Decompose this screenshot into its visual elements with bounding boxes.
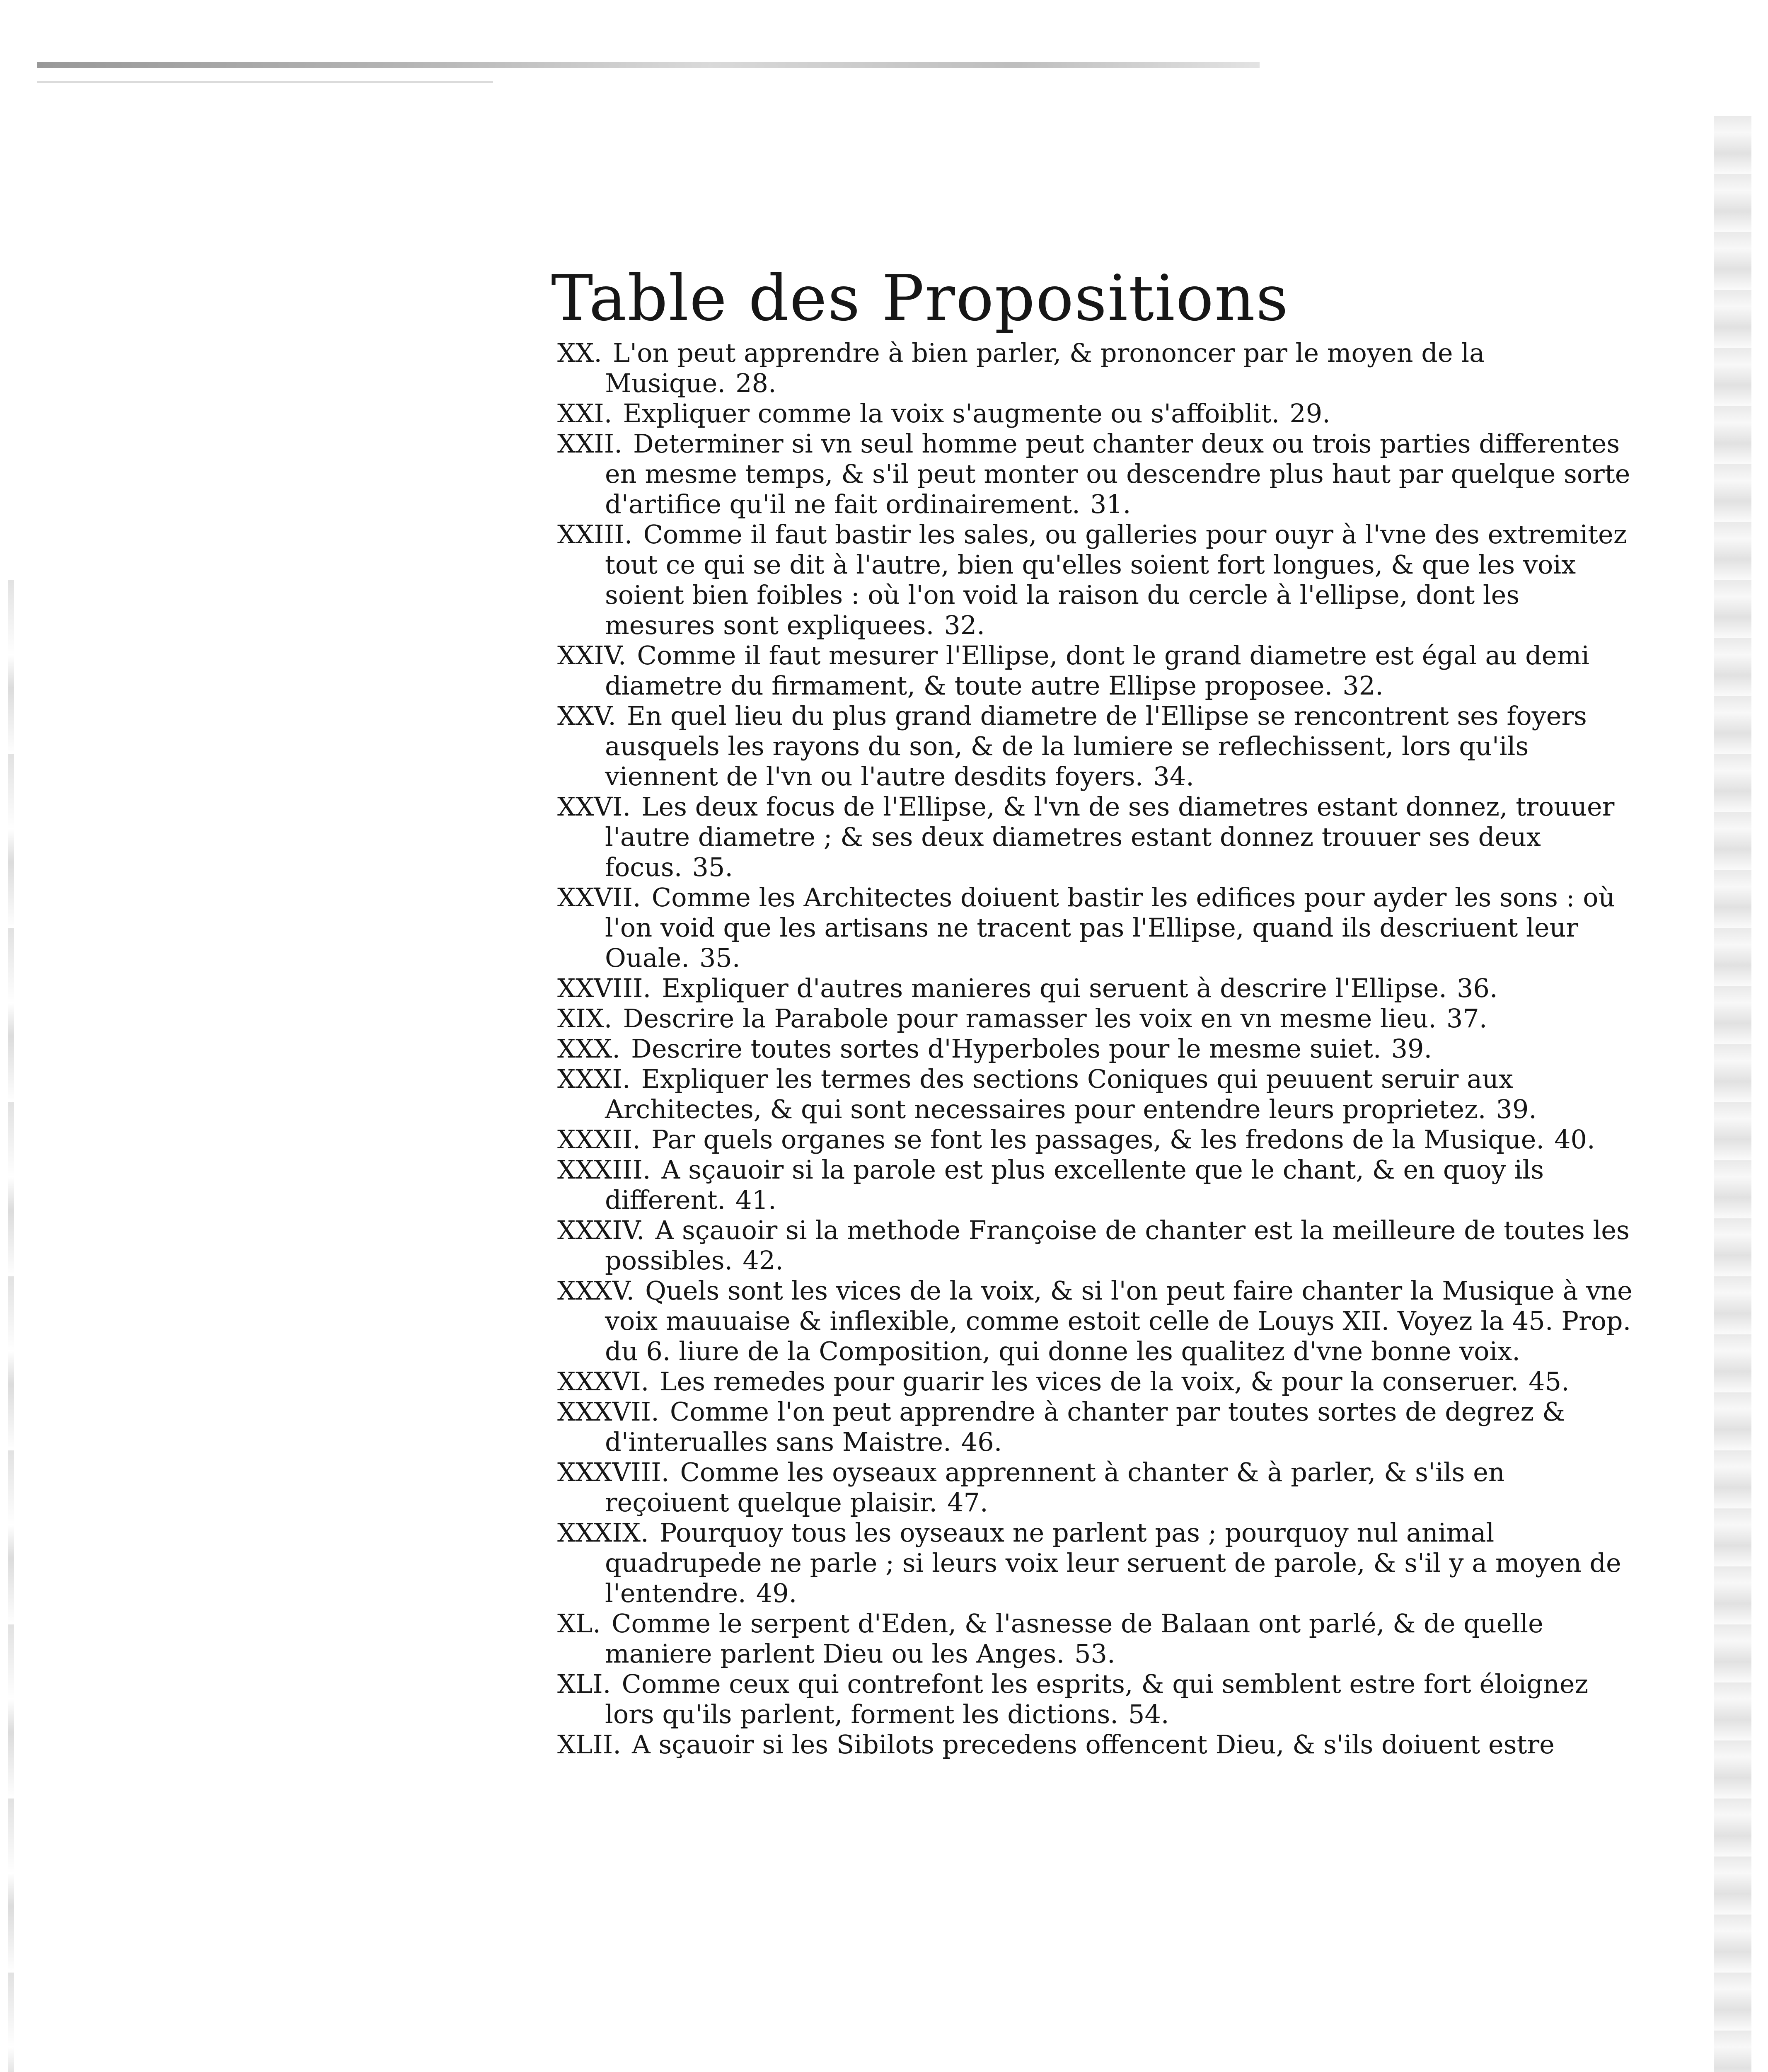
proposition-entry <box>557 1608 1635 1669</box>
proposition-text: A sçauoir si les Sibilots precedens offencent Dieu, & s'ils doiuent estre <box>632 1729 1555 1760</box>
proposition-page: 54. <box>1128 1699 1169 1729</box>
proposition-text: En quel lieu du plus grand diametre de l'Ellipse se rencontrent ses foyers ausquels les rayons du son, & de la lumiere se reflechissent, lors qu'ils viennent de l'vn ou l'autre desdits foyers. <box>605 701 1587 792</box>
proposition-text: A sçauoir si la parole est plus excellente que le chant, & en quoy ils different. <box>605 1155 1544 1215</box>
proposition-entry <box>557 701 1635 792</box>
proposition-numeral: XXXVI. <box>557 1366 649 1397</box>
scan-right-edge-shadow <box>1714 116 1751 2072</box>
proposition-entry <box>557 792 1635 882</box>
proposition-page: 46. <box>961 1427 1002 1457</box>
proposition-entry <box>557 1003 1635 1034</box>
proposition-numeral: XXXIV. <box>557 1215 645 1245</box>
proposition-text: Expliquer comme la voix s'augmente ou s'affoiblit. <box>623 398 1280 428</box>
proposition-text: Comme l'on peut apprendre à chanter par toutes sortes de degrez & d'interualles sans Maistre. <box>605 1397 1565 1457</box>
scan-top-border-faint <box>37 81 493 83</box>
proposition-page: 35. <box>699 943 740 973</box>
proposition-entry <box>557 519 1635 640</box>
proposition-entry <box>557 1215 1635 1276</box>
proposition-numeral: XL. <box>557 1608 601 1639</box>
proposition-entry <box>557 1397 1635 1457</box>
proposition-page: 31. <box>1090 489 1131 519</box>
proposition-entry <box>557 1124 1635 1155</box>
proposition-text: Comme il faut mesurer l'Ellipse, dont le grand diametre est égal au demi diametre du firmament, & toute autre Ellipse proposee. <box>605 640 1590 701</box>
proposition-text: Descrire toutes sortes d'Hyperboles pour le mesme suiet. <box>631 1034 1381 1064</box>
proposition-page: 42. <box>743 1245 784 1276</box>
proposition-text: Comme ceux qui contrefont les esprits, & qui semblent estre fort éloignez lors qu'ils parlent, forment les dictions. <box>605 1669 1589 1729</box>
proposition-text: Descrire la Parabole pour ramasser les voix en vn mesme lieu. <box>623 1003 1437 1034</box>
proposition-numeral: XXI. <box>557 398 612 428</box>
scan-left-edge-marks <box>8 580 14 2072</box>
proposition-entry <box>557 1729 1635 1760</box>
proposition-text: Expliquer les termes des sections Coniques qui peuuent seruir aux Architectes, & qui sont necessaires pour entendre leurs proprietez. <box>605 1064 1513 1124</box>
proposition-numeral: XIX. <box>557 1003 612 1034</box>
proposition-text: A sçauoir si la methode Françoise de chanter est la meilleure de toutes les possibles. <box>605 1215 1630 1276</box>
proposition-page: 40. <box>1554 1124 1595 1155</box>
proposition-numeral: XXXVII. <box>557 1397 659 1427</box>
proposition-entry <box>557 973 1635 1003</box>
proposition-page: 29. <box>1289 398 1330 428</box>
page-title: Table des Propositions <box>551 261 1289 335</box>
proposition-entry <box>557 428 1635 519</box>
proposition-text: Expliquer d'autres manieres qui seruent à descrire l'Ellipse. <box>662 973 1447 1003</box>
proposition-page: 53. <box>1074 1639 1115 1669</box>
proposition-entry <box>557 1064 1635 1124</box>
proposition-entry <box>557 1518 1635 1608</box>
proposition-page: 35. <box>692 852 733 882</box>
proposition-page: 32. <box>944 610 985 640</box>
proposition-numeral: XXXIX. <box>557 1518 649 1548</box>
proposition-numeral: XX. <box>557 338 602 368</box>
proposition-page: 39. <box>1391 1034 1432 1064</box>
proposition-text: Comme il faut bastir les sales, ou galleries pour ouyr à l'vne des extremitez tout ce qui se dit à l'autre, bien qu'elles soient fort longues, & que les voix soient bien foibles : où l'on void la raison du cercle à l'ellipse, dont les mesures sont expliquees. <box>605 519 1627 640</box>
proposition-numeral: XXII. <box>557 428 622 459</box>
proposition-numeral: XXXI. <box>557 1064 631 1094</box>
proposition-text: Quels sont les vices de la voix, & si l'on peut faire chanter la Musique à vne voix mauuaise & inflexible, comme estoit celle de Louys XII. Voyez la 45. Prop. du 6. liure de la Composition, qui donne les qualitez d'vne bonne voix. <box>605 1276 1633 1366</box>
proposition-entry <box>557 1276 1635 1366</box>
proposition-numeral: XXIII. <box>557 519 633 549</box>
proposition-numeral: XLII. <box>557 1729 622 1760</box>
proposition-numeral: XXVIII. <box>557 973 651 1003</box>
proposition-entry <box>557 398 1635 428</box>
proposition-numeral: XXXVIII. <box>557 1457 670 1487</box>
proposition-page: 36. <box>1457 973 1498 1003</box>
proposition-page: 28. <box>735 368 776 398</box>
proposition-numeral: XXX. <box>557 1034 621 1064</box>
proposition-list <box>557 338 1635 1760</box>
proposition-numeral: XXXII. <box>557 1124 641 1155</box>
proposition-entry <box>557 1457 1635 1518</box>
proposition-text: Par quels organes se font les passages, & les fredons de la Musique. <box>651 1124 1545 1155</box>
proposition-entry <box>557 1669 1635 1729</box>
proposition-text: Determiner si vn seul homme peut chanter deux ou trois parties differentes en mesme temps, & s'il peut monter ou descendre plus haut par quelque sorte d'artifice qu'il ne fait ordinairement. <box>605 428 1630 519</box>
proposition-page: 37. <box>1446 1003 1487 1034</box>
proposition-entry <box>557 882 1635 973</box>
proposition-text: Comme les Architectes doiuent bastir les edifices pour ayder les sons : où l'on void que les artisans ne tracent pas l'Ellipse, quand ils descriuent leur Ouale. <box>605 882 1615 973</box>
proposition-entry <box>557 1366 1635 1397</box>
scan-top-border <box>37 62 1260 68</box>
proposition-numeral: XXVII. <box>557 882 641 913</box>
proposition-numeral: XLI. <box>557 1669 611 1699</box>
proposition-text: Les remedes pour guarir les vices de la voix, & pour la conseruer. <box>660 1366 1519 1397</box>
proposition-page: 39. <box>1496 1094 1537 1124</box>
proposition-text: Pourquoy tous les oyseaux ne parlent pas ; pourquoy nul animal quadrupede ne parle ; si leurs voix leur seruent de parole, & s'il y a moyen de l'entendre. <box>605 1518 1621 1608</box>
proposition-text: Comme le serpent d'Eden, & l'asnesse de Balaan ont parlé, & de quelle maniere parlent Dieu ou les Anges. <box>605 1608 1543 1669</box>
proposition-entry <box>557 1155 1635 1215</box>
proposition-entry <box>557 1034 1635 1064</box>
proposition-text: Les deux focus de l'Ellipse, & l'vn de ses diametres estant donnez, trouuer l'autre diametre ; & ses deux diametres estant donnez trouuer ses deux focus. <box>605 792 1615 882</box>
proposition-entry <box>557 338 1635 398</box>
proposition-page: 49. <box>756 1578 797 1608</box>
proposition-text: Comme les oyseaux apprennent à chanter & à parler, & s'ils en reçoiuent quelque plaisir. <box>605 1457 1505 1518</box>
proposition-numeral: XXVI. <box>557 792 631 822</box>
proposition-entry <box>557 640 1635 701</box>
proposition-page: 32. <box>1342 670 1383 701</box>
proposition-page: 47. <box>947 1487 988 1518</box>
proposition-numeral: XXXV. <box>557 1276 635 1306</box>
proposition-page: 41. <box>735 1185 776 1215</box>
proposition-numeral: XXXIII. <box>557 1155 651 1185</box>
proposition-page: 34. <box>1153 761 1194 792</box>
proposition-page: 45. <box>1529 1366 1570 1397</box>
proposition-numeral: XXIV. <box>557 640 626 670</box>
proposition-text: L'on peut apprendre à bien parler, & prononcer par le moyen de la Musique. <box>605 338 1485 398</box>
proposition-numeral: XXV. <box>557 701 616 731</box>
